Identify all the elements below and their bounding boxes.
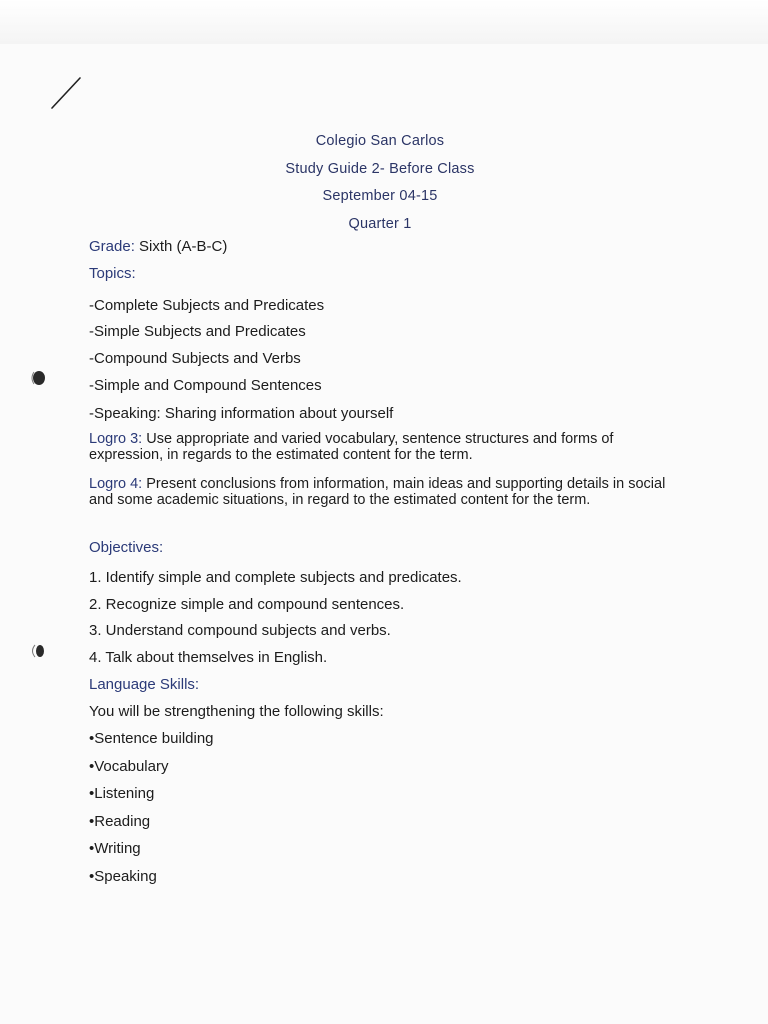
- scan-edge: [0, 0, 768, 44]
- guide-title: Study Guide 2- Before Class: [285, 161, 475, 177]
- objective-item: 2. Recognize simple and compound sentences.: [89, 596, 405, 613]
- logro-3-label: Logro 3:: [89, 431, 143, 447]
- logro-4-label: Logro 4:: [89, 476, 143, 492]
- objective-item: 3. Understand compound subjects and verbs.: [89, 622, 391, 639]
- skill-item: •Listening: [89, 785, 155, 802]
- logro-3: [89, 431, 679, 463]
- grade-line: [89, 238, 227, 255]
- skill-item: •Sentence building: [89, 730, 214, 747]
- topics-heading: Topics:: [89, 265, 136, 282]
- date-range: September 04-15: [322, 188, 438, 204]
- grade-label: Grade:: [89, 238, 135, 255]
- logro-3-text: Use appropriate and varied vocabulary, sentence structures and forms of expression, in regards to the estimated content for the term.: [89, 431, 614, 463]
- topic-item: -Speaking: Sharing information about yourself: [89, 405, 394, 422]
- objective-item: 4. Talk about themselves in English.: [89, 649, 328, 666]
- grade-value: Sixth (A-B-C): [139, 238, 228, 255]
- school-name: Colegio San Carlos: [315, 133, 445, 149]
- pen-slash-mark: [46, 74, 86, 114]
- topic-item: -Compound Subjects and Verbs: [89, 350, 301, 367]
- language-skills-heading: Language Skills:: [89, 676, 200, 693]
- quarter-label: Quarter 1: [348, 216, 412, 232]
- topic-item: -Complete Subjects and Predicates: [89, 297, 325, 314]
- objectives-heading: Objectives:: [89, 539, 164, 556]
- punch-hole-icon: [29, 369, 47, 387]
- objective-item: 1. Identify simple and complete subjects and predicates.: [89, 569, 462, 586]
- skill-item: •Speaking: [89, 868, 157, 885]
- skill-item: •Writing: [89, 840, 141, 857]
- punch-hole-icon: [29, 642, 47, 660]
- topic-item: -Simple Subjects and Predicates: [89, 323, 306, 340]
- skill-item: •Vocabulary: [89, 758, 169, 775]
- skill-item: •Reading: [89, 813, 151, 830]
- language-skills-intro: You will be strengthening the following skills:: [89, 703, 384, 720]
- topic-item: -Simple and Compound Sentences: [89, 377, 322, 394]
- logro-4-text: Present conclusions from information, main ideas and supporting details in social and some academic situations, in regard to the estimated content for the term.: [89, 476, 666, 508]
- logro-4: [89, 476, 679, 508]
